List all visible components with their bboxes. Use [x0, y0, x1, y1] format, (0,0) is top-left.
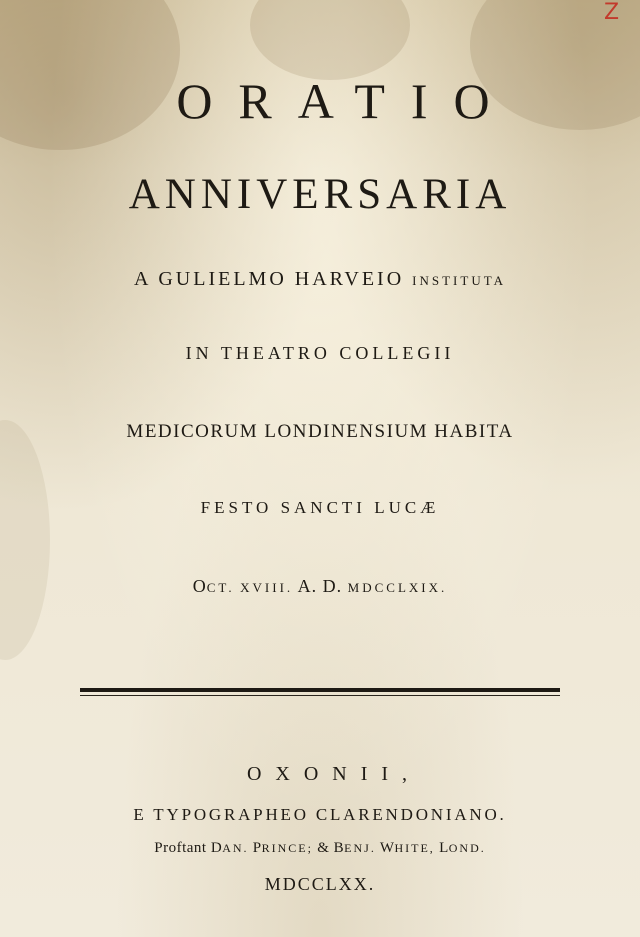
seller2-rest: ENJ. — [344, 841, 376, 855]
library-shelfmark: Z — [604, 0, 620, 25]
date-line — [0, 576, 640, 597]
venue-line-2: MEDICORUM LONDINENSIUM HABITA — [126, 421, 514, 442]
imprint-sellers — [0, 840, 640, 857]
date-ad: A. D. — [297, 576, 343, 596]
city-rest: OND. — [448, 841, 486, 855]
imprint-place: OXONII, — [246, 763, 422, 785]
divider-thick — [80, 688, 560, 692]
date-year: MDCCLXIX. — [347, 580, 448, 595]
feast-line: FESTO SANCTI LUCÆ — [200, 498, 440, 517]
seller2-surname-rest: HITE, — [394, 841, 435, 855]
founder-line — [0, 268, 640, 291]
imprint-press: E TYPOGRAPHEO CLARENDONIANO. — [133, 805, 507, 824]
city-initial: L — [439, 840, 449, 856]
imprint-and: & — [317, 840, 330, 856]
seller1-surname-rest: RINCE; — [261, 841, 313, 855]
seller1-rest: AN. — [222, 841, 249, 855]
seller2-surname-initial: W — [379, 840, 395, 856]
title-line-2: ANNIVERSARIA — [128, 171, 512, 218]
date-oct-initial: O — [192, 576, 207, 596]
paper-stain — [250, 0, 410, 80]
date-oct-rest: CT. — [206, 580, 235, 595]
imprint-prostant: Proftant — [154, 840, 207, 856]
seller2-initial: B — [333, 840, 345, 856]
venue-line-1: IN THEATRO COLLEGII — [185, 343, 455, 363]
date-day: XVIII. — [240, 580, 294, 595]
title-line-1: ORATIO — [176, 73, 516, 129]
paper-stain — [0, 420, 50, 660]
founder-text: A GULIELMO HARVEIO — [134, 268, 405, 290]
seller1-initial: D — [210, 840, 223, 856]
divider-thin — [80, 695, 560, 696]
seller1-surname-initial: P — [252, 840, 262, 856]
founder-instituta: INSTITUTA — [412, 273, 506, 288]
imprint-year: MDCCLXX. — [264, 874, 376, 894]
